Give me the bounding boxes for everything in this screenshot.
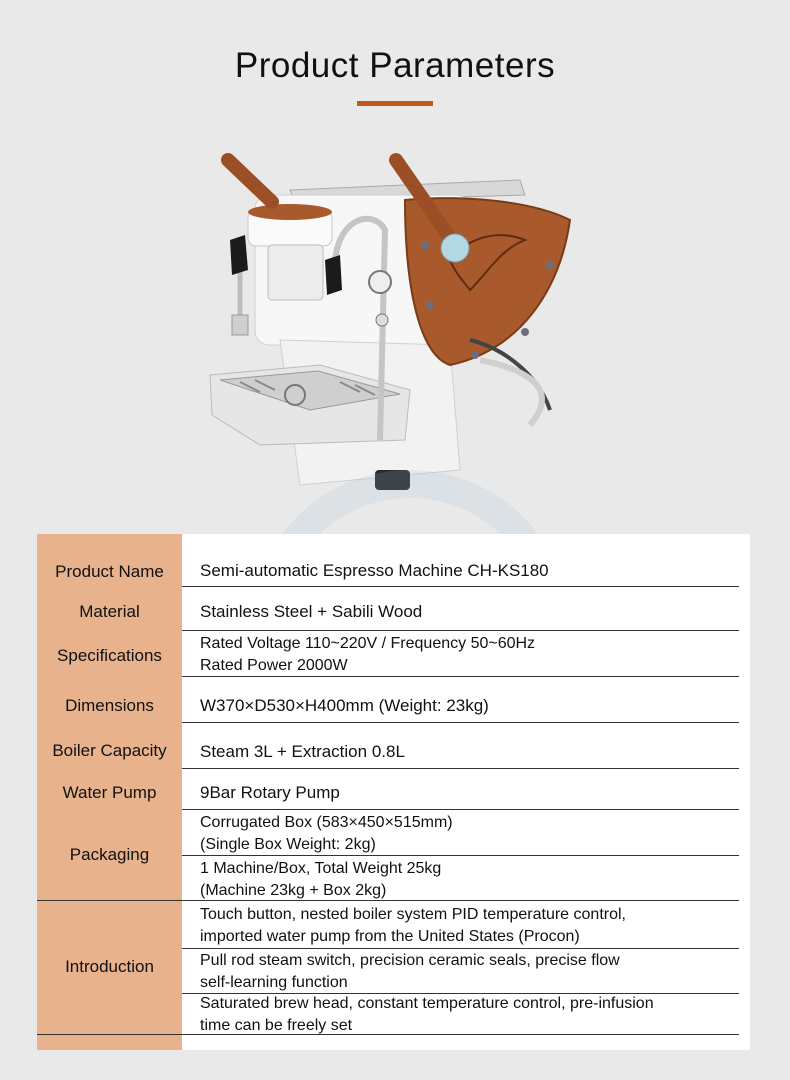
cell-intro-2a: Pull rod steam switch, precision ceramic seals, precise flow <box>200 952 620 969</box>
cell-spec-voltage: Rated Voltage 110~220V / Frequency 50~60Hz <box>200 635 536 652</box>
row-divider <box>182 722 739 723</box>
row-label-product-name: Product Name <box>55 562 164 581</box>
cell-packaging-box: Corrugated Box (583×450×515mm) <box>200 814 453 831</box>
cell-intro-2b: self-learning function <box>200 974 348 991</box>
cell-boiler-capacity: Steam 3L + Extraction 0.8L <box>200 742 405 761</box>
row-label-packaging: Packaging <box>69 844 150 864</box>
cell-product-name: Semi-automatic Espresso Machine CH-KS180 <box>200 561 549 580</box>
cell-intro-1a: Touch button, nested boiler system PID temperature control, <box>200 906 626 923</box>
row-label-dimensions: Dimensions <box>65 696 154 715</box>
row-divider <box>182 809 739 810</box>
row-label-specifications: Specifications <box>57 646 162 665</box>
cell-packaging-total: 1 Machine/Box, Total Weight 25kg <box>200 860 442 877</box>
title-underline <box>357 101 433 106</box>
cell-intro-1b: imported water pump from the United States (Procon) <box>200 928 580 945</box>
row-subdivider <box>182 855 739 856</box>
row-divider <box>182 630 739 631</box>
cell-dimensions: W370×D530×H400mm (Weight: 23kg) <box>200 696 489 715</box>
row-divider <box>182 676 739 677</box>
row-divider <box>182 586 739 587</box>
cell-material: Stainless Steel + Sabili Wood <box>200 602 423 621</box>
cell-intro-3a: Saturated brew head, constant temperature control, pre-infusion <box>200 995 654 1012</box>
cell-packaging-box-weight: (Single Box Weight: 2kg) <box>200 836 376 853</box>
espresso-machine-image <box>200 140 590 500</box>
row-label-material: Material <box>79 602 140 621</box>
row-subdivider <box>182 948 739 949</box>
cell-water-pump: 9Bar Rotary Pump <box>200 783 340 802</box>
cell-spec-power: Rated Power 2000W <box>200 657 348 674</box>
cell-intro-3b: time can be freely set <box>200 1017 353 1034</box>
parameters-table <box>37 534 750 1050</box>
page-title: Product Parameters <box>234 46 556 85</box>
row-label-boiler-capacity: Boiler Capacity <box>52 741 167 760</box>
row-label-introduction: Introduction <box>65 957 154 976</box>
cell-packaging-total-detail: (Machine 23kg + Box 2kg) <box>200 882 387 899</box>
row-label-water-pump: Water Pump <box>62 783 157 802</box>
table-bottom-line <box>37 1034 739 1035</box>
row-divider <box>182 768 739 769</box>
